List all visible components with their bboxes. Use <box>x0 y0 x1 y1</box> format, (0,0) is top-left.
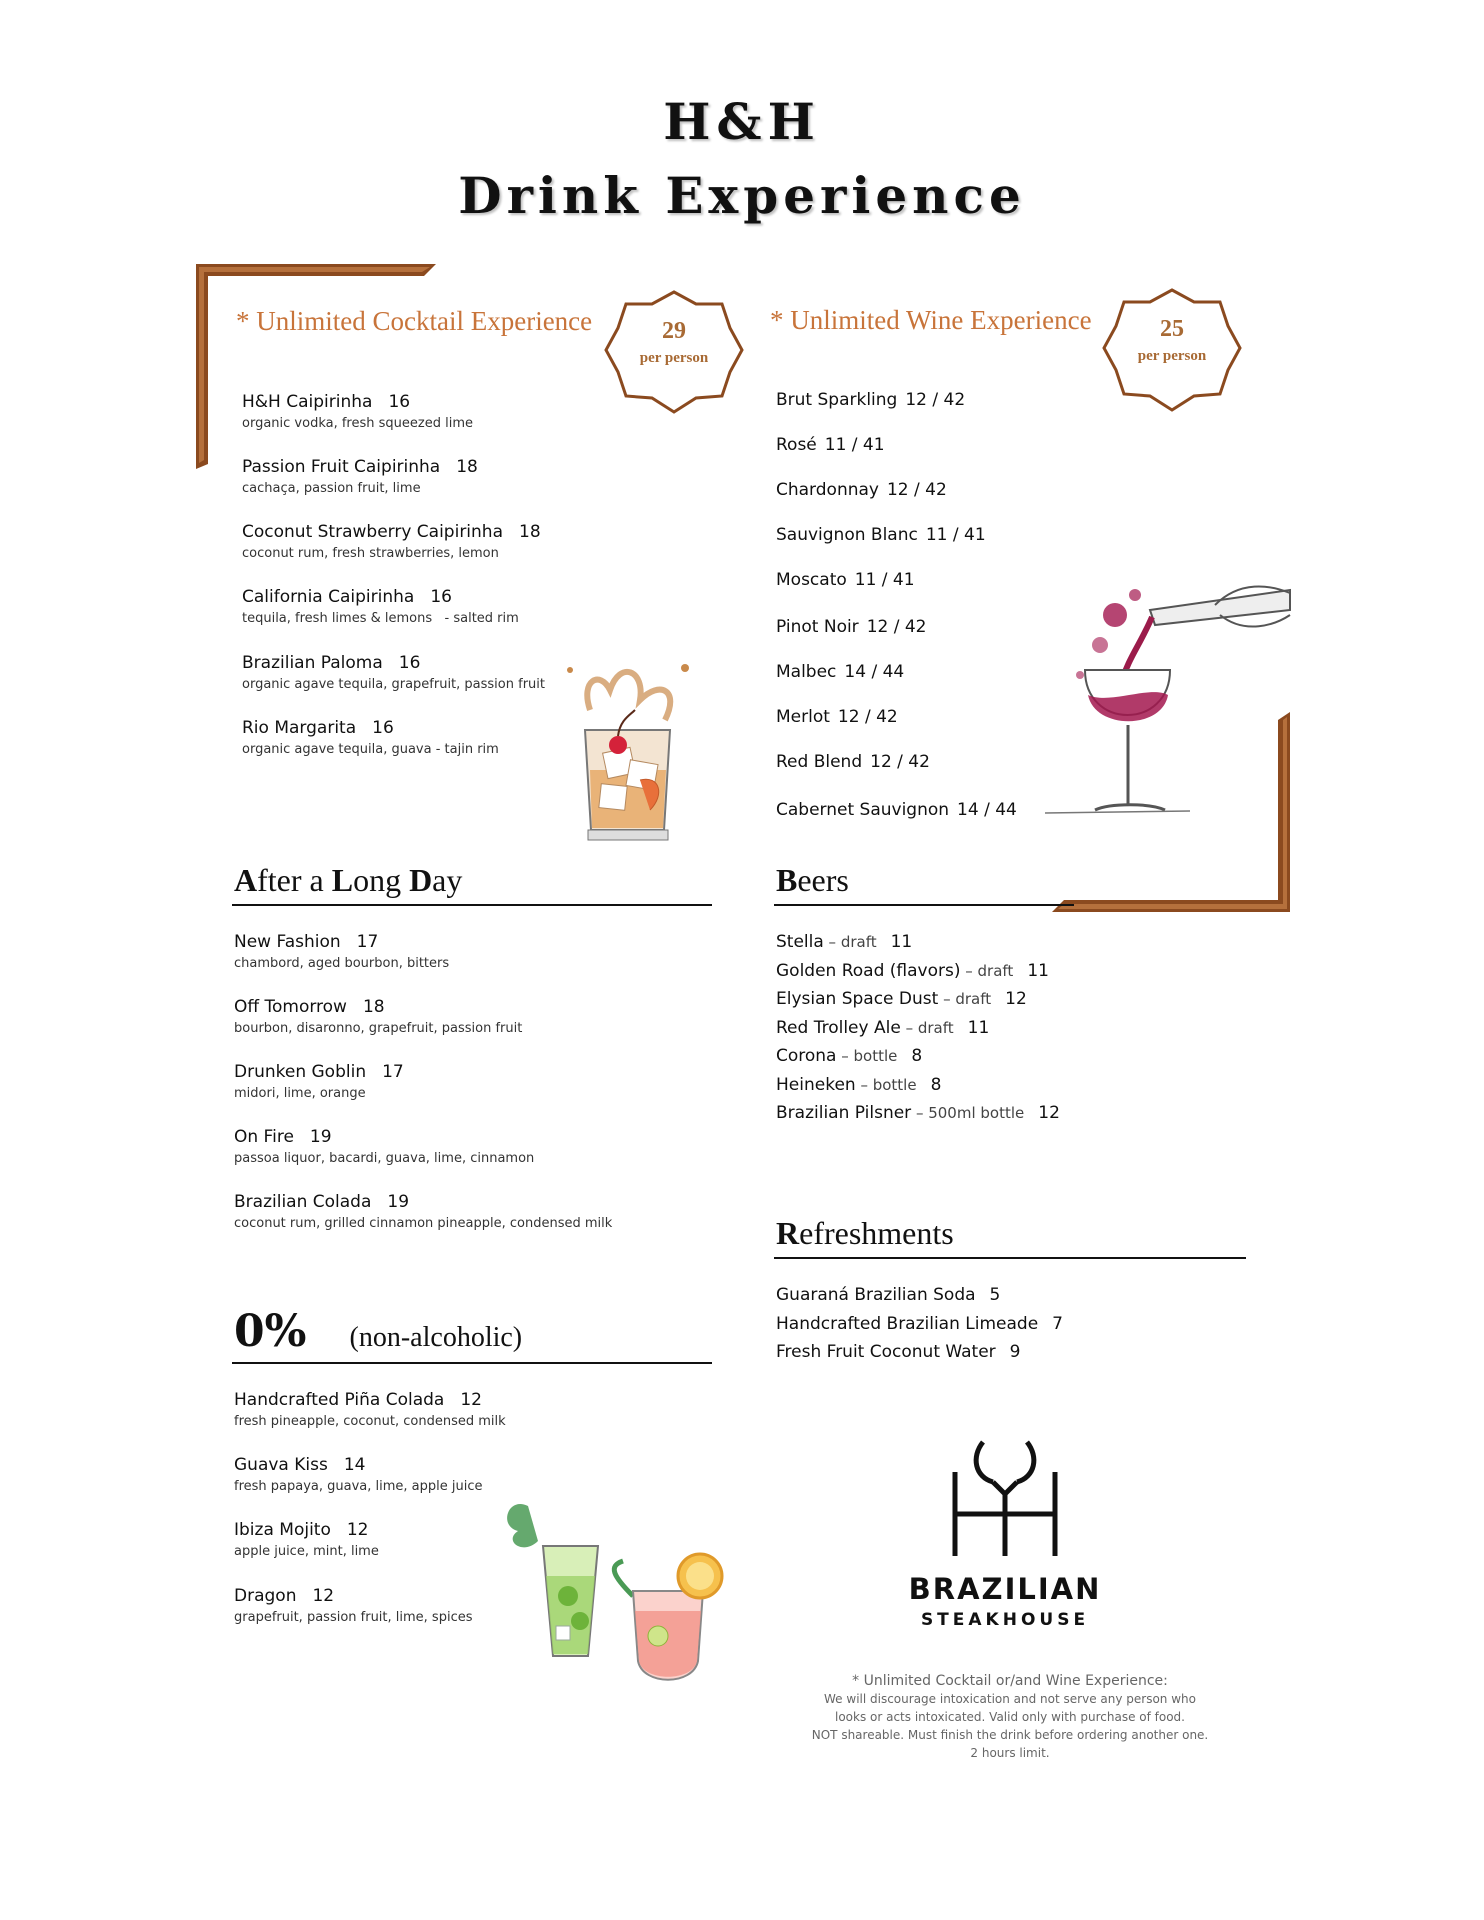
item-name: Sauvignon Blanc <box>776 525 918 545</box>
wine-experience-heading: * Unlimited Wine Experience <box>770 305 1092 335</box>
item-desc: organic agave tequila, guava - tajin rim <box>242 742 499 757</box>
item-name: Cabernet Sauvignon <box>776 800 950 820</box>
cocktail-price-badge <box>604 288 744 418</box>
item-price: 12 / 42 <box>866 617 927 637</box>
item-price: 16 <box>398 653 421 673</box>
item-price: 12 / 42 <box>905 390 966 410</box>
item-desc: chambord, aged bourbon, bitters <box>234 956 450 971</box>
item-price: 11 / 41 <box>824 435 885 455</box>
item-price: 12 / 42 <box>837 707 898 727</box>
item-name: Merlot <box>776 707 830 727</box>
list-item <box>242 457 478 496</box>
logo-text-brazilian: BRAZILIAN <box>908 1572 1102 1606</box>
cocktail-per-person: per person <box>639 350 709 366</box>
list-item <box>234 1586 473 1625</box>
wine-price-badge <box>1102 286 1242 416</box>
list-item: Handcrafted Brazilian Limeade 7 <box>776 1314 1063 1334</box>
logo-text-steakhouse: STEAKHOUSE <box>920 1610 1090 1630</box>
item-desc: midori, lime, orange <box>234 1086 366 1101</box>
item-price: 12 <box>346 1520 369 1540</box>
list-item <box>776 570 915 590</box>
item-price: 12 / 42 <box>870 752 930 772</box>
item-name: Rio Margarita <box>242 718 357 738</box>
list-item <box>234 1455 483 1494</box>
item-desc: coconut rum, fresh strawberries, lemon <box>242 546 499 561</box>
item-name: Passion Fruit Caipirinha <box>242 457 441 477</box>
list-item <box>234 997 522 1036</box>
menu-title-line2: Drink Experience <box>458 166 1026 225</box>
item-price: 19 <box>309 1127 332 1147</box>
item-name: Brazilian Paloma <box>242 653 383 673</box>
item-price: 19 <box>387 1192 410 1212</box>
list-item <box>242 587 519 626</box>
item-desc: passoa liquor, bacardi, guava, lime, cinnamon <box>234 1151 535 1166</box>
list-item: Elysian Space Dust – draft 12 <box>776 989 1027 1009</box>
item-name: Chardonnay <box>776 480 879 500</box>
list-item <box>776 617 927 637</box>
cocktail-glass-illustration <box>550 650 700 850</box>
item-name: H&H Caipirinha <box>242 392 373 412</box>
item-price: 18 <box>362 997 385 1017</box>
list-item <box>776 390 965 410</box>
non-alcoholic-rule <box>232 1362 712 1364</box>
list-item <box>242 653 545 692</box>
non-alcoholic-heading: 0% (non-alcoholic) <box>234 1306 523 1357</box>
item-name: Ibiza Mojito <box>234 1520 331 1540</box>
list-item <box>234 1192 612 1231</box>
list-item <box>234 1390 506 1429</box>
item-name: Pinot Noir <box>776 617 859 637</box>
item-desc: bourbon, disaronno, grapefruit, passion fruit <box>234 1021 523 1036</box>
item-desc: cachaça, passion fruit, lime <box>242 481 421 496</box>
item-name: Off Tomorrow <box>234 997 347 1017</box>
list-item <box>776 800 1017 820</box>
disclaimer: * Unlimited Cocktail or/and Wine Experience: We will discourage intoxication and not serve any person who looks or acts intoxicated. Valid only with purchase of food. NOT shareable. Must finish the drink before ordering another one. 2 hours limit. <box>811 1673 1209 1760</box>
cocktail-price: 29 <box>662 318 686 344</box>
item-name: Rosé <box>776 435 817 455</box>
list-item <box>242 718 499 757</box>
list-item <box>242 392 473 431</box>
list-item <box>776 752 930 772</box>
item-price: 11 / 41 <box>854 570 915 590</box>
list-item <box>776 480 947 500</box>
item-price: 14 / 44 <box>957 800 1017 820</box>
item-price: 17 <box>382 1062 404 1082</box>
item-name: Guava Kiss <box>234 1455 328 1475</box>
list-item: Stella – draft 11 <box>776 932 913 952</box>
item-price: 14 / 44 <box>844 662 905 682</box>
item-name: Malbec <box>776 662 837 682</box>
list-item: Corona – bottle 8 <box>776 1046 923 1066</box>
refreshments-heading: Refreshments <box>776 1215 954 1251</box>
item-desc: coconut rum, grilled cinnamon pineapple, condensed milk <box>234 1216 613 1231</box>
refreshments-rule <box>774 1257 1246 1259</box>
list-item: Brazilian Pilsner – 500ml bottle 12 <box>776 1103 1060 1123</box>
item-name: Moscato <box>776 570 847 590</box>
item-name: Coconut Strawberry Caipirinha <box>242 522 504 542</box>
item-price: 14 <box>343 1455 366 1475</box>
item-price: 12 / 42 <box>886 480 947 500</box>
list-item <box>776 525 986 545</box>
item-desc: apple juice, mint, lime <box>234 1544 379 1559</box>
item-desc: organic agave tequila, grapefruit, passion fruit <box>242 677 545 692</box>
cocktail-experience-heading: * Unlimited Cocktail Experience <box>236 306 593 336</box>
item-price: 11 / 41 <box>925 525 986 545</box>
list-item <box>242 522 541 561</box>
wine-pour-illustration <box>1040 565 1300 845</box>
after-long-day-heading: After a Long Day <box>234 862 463 898</box>
item-price: 16 <box>388 392 411 412</box>
menu-title-line1: H&H <box>663 92 821 151</box>
list-item: Red Trolley Ale – draft 11 <box>776 1018 990 1038</box>
item-price: 16 <box>372 718 394 738</box>
item-name: Drunken Goblin <box>234 1062 367 1082</box>
list-item: Golden Road (flavors) – draft 11 <box>776 961 1049 981</box>
list-item: Fresh Fruit Coconut Water 9 <box>776 1342 1021 1362</box>
item-desc: fresh pineapple, coconut, condensed milk <box>234 1414 506 1429</box>
list-item: Guaraná Brazilian Soda 5 <box>776 1285 1001 1305</box>
item-name: On Fire <box>234 1127 294 1147</box>
mocktail-illustration <box>488 1486 758 1696</box>
list-item <box>234 1062 404 1101</box>
item-name: California Caipirinha <box>242 587 415 607</box>
item-price: 17 <box>356 932 379 952</box>
item-desc: fresh papaya, guava, lime, apple juice <box>234 1479 483 1494</box>
item-name: Red Blend <box>776 752 863 772</box>
item-price: 12 <box>460 1390 482 1410</box>
list-item <box>776 707 898 727</box>
item-name: Brazilian Colada <box>234 1192 372 1212</box>
beers-heading: Beers <box>776 862 849 898</box>
list-item <box>234 1520 379 1559</box>
wine-price: 25 <box>1160 316 1184 342</box>
after-long-day-rule <box>232 904 712 906</box>
list-item <box>776 662 904 682</box>
item-desc: tequila, fresh limes & lemons - salted rim <box>242 611 519 626</box>
item-price: 12 <box>312 1586 335 1606</box>
frame-corner-top-left <box>196 264 441 469</box>
item-name: New Fashion <box>234 932 341 952</box>
item-price: 18 <box>519 522 541 542</box>
list-item <box>234 932 449 971</box>
item-price: 16 <box>430 587 452 607</box>
item-desc: organic vodka, fresh squeezed lime <box>242 416 473 431</box>
list-item <box>234 1127 534 1166</box>
list-item: Heineken – bottle 8 <box>776 1075 942 1095</box>
item-name: Brut Sparkling <box>776 390 898 410</box>
list-item <box>776 435 885 455</box>
wine-per-person: per person <box>1137 348 1207 364</box>
beers-rule <box>774 904 1074 906</box>
steakhouse-logo-icon <box>935 1432 1075 1562</box>
item-name: Handcrafted Piña Colada <box>234 1390 445 1410</box>
item-desc: grapefruit, passion fruit, lime, spices <box>234 1610 473 1625</box>
item-price: 18 <box>456 457 478 477</box>
item-name: Dragon <box>234 1586 297 1606</box>
